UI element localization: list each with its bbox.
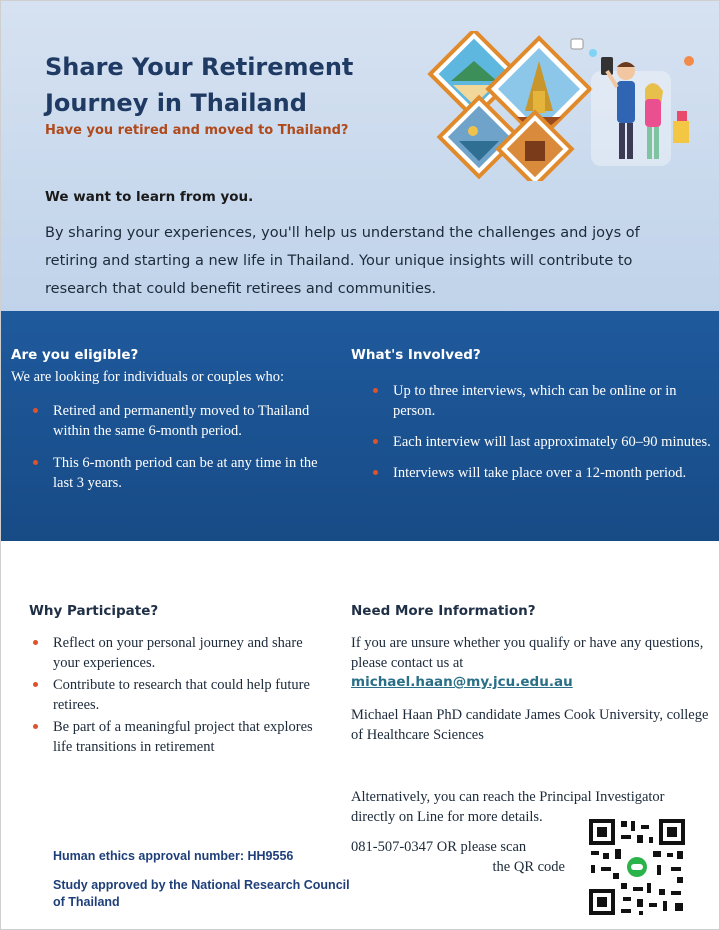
learn-heading: We want to learn from you.: [45, 189, 254, 205]
page-title: [45, 49, 353, 121]
photo-diamond-city: [498, 112, 572, 181]
eligible-heading: Are you eligible?: [11, 347, 139, 363]
intro-paragraph: By sharing your experiences, you'll help us understand the challenges and joys of retiring and starting a new life in Thailand. Your unique insights will contribute to research that could benefit retirees and communities.: [45, 225, 640, 297]
subtitle: Have you retired and moved to Thailand?: [45, 123, 349, 138]
list-item: Retired and permanently moved to Thailand within the same 6-month period.: [11, 401, 341, 441]
travel-collage-illustration: [421, 31, 711, 181]
info-contact-text: If you are unsure whether you qualify or have any questions, please contact us at: [351, 635, 704, 671]
why-heading: Why Participate?: [29, 603, 159, 619]
list-item: Be part of a meaningful project that explores life transitions in retirement: [29, 717, 329, 757]
ethics-approval: Human ethics approval number: HH9556: [53, 849, 294, 863]
list-item: This 6-month period can be at any time in the last 3 years.: [11, 453, 341, 493]
involved-list: [351, 381, 711, 483]
investigator-text: Michael Haan PhD candidate James Cook University, college of Healthcare Sciences: [351, 707, 709, 743]
list-item: Interviews will take place over a 12-month period.: [351, 463, 711, 483]
why-list: [29, 633, 329, 757]
why-participate-column: [29, 603, 329, 759]
list-item: Reflect on your personal journey and share your experiences.: [29, 633, 329, 673]
lower-section: [1, 541, 719, 929]
list-item: Up to three interviews, which can be online or in person.: [351, 381, 711, 421]
involved-heading: What's Involved?: [351, 347, 481, 363]
title-line-2: Journey in Thailand: [45, 89, 307, 117]
more-info-column: [351, 603, 711, 827]
qr-caption: the QR code: [492, 859, 565, 875]
line-qr-code[interactable]: [587, 817, 687, 917]
eligible-column: [11, 347, 341, 505]
info-heading: Need More Information?: [351, 603, 536, 619]
phone-number: 081-507-0347 OR please scan: [351, 839, 527, 855]
header-section: [1, 1, 719, 311]
involved-column: [351, 347, 711, 494]
approval-statement: Study approved by the National Research Council of Thailand: [53, 878, 350, 909]
tourist-couple-illustration: [571, 39, 694, 166]
eligibility-band: [1, 311, 719, 541]
eligible-list: [11, 401, 341, 493]
line-contact-text: Alternatively, you can reach the Principal Investigator directly on Line for more details.: [351, 789, 665, 825]
list-item: Contribute to research that could help future retirees.: [29, 675, 329, 715]
title-line-1: Share Your Retirement: [45, 53, 354, 81]
list-item: Each interview will last approximately 60–90 minutes.: [351, 432, 711, 452]
eligible-lead: We are looking for individuals or couples who:: [11, 369, 285, 385]
email-link[interactable]: michael.haan@my.jcu.edu.au: [351, 674, 573, 690]
phone-text: [351, 837, 571, 877]
